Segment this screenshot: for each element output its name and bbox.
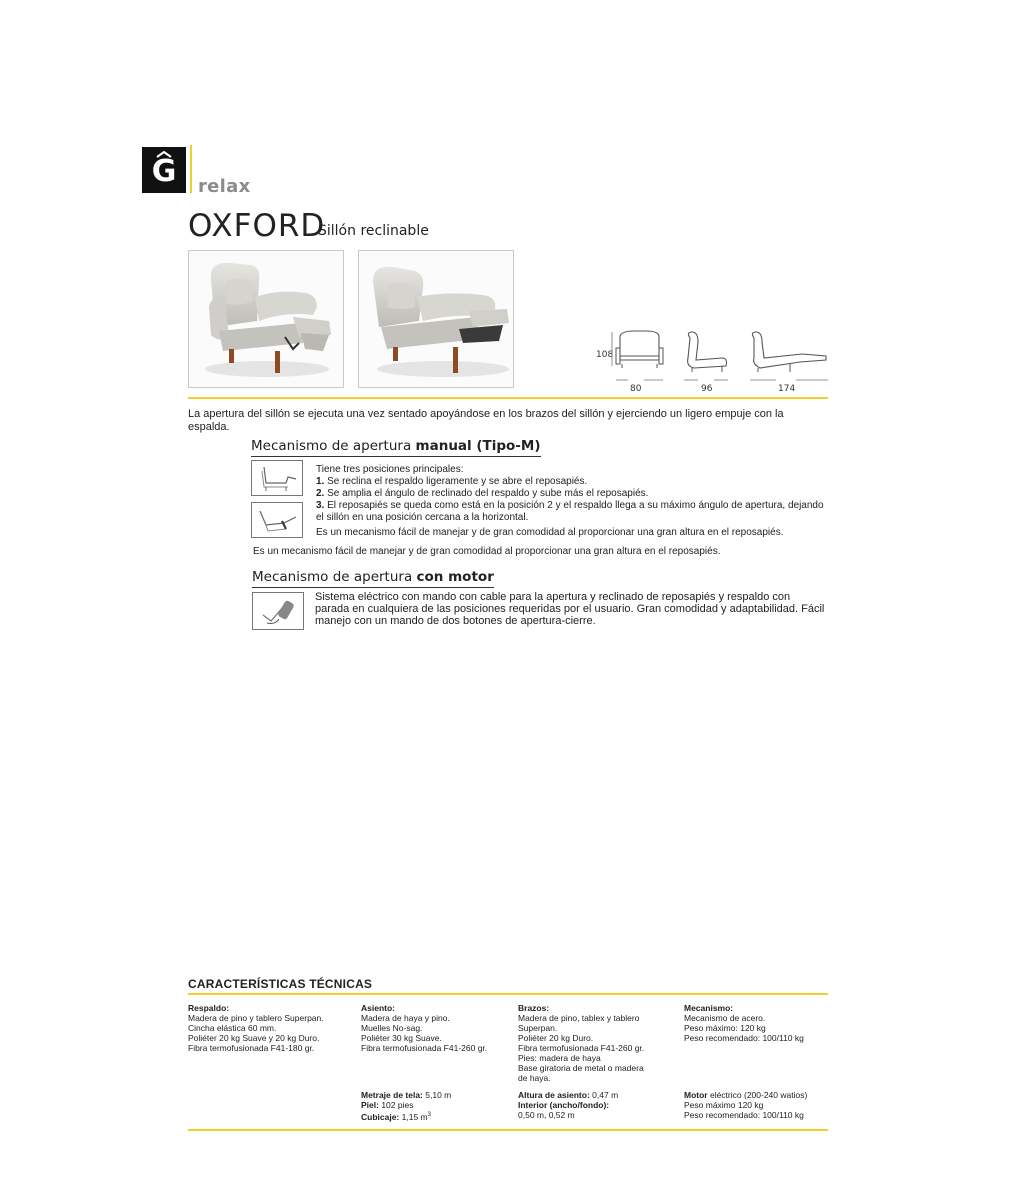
dimension-width-front: 80 <box>630 384 642 394</box>
recline-position-icon <box>251 460 303 496</box>
manual-note-repeat: Es un mecanismo fácil de manejar y de gran comodidad al proporcionar una gran altura en el reposapiés. <box>253 546 721 557</box>
dimension-width-reclined: 174 <box>778 384 796 394</box>
manual-positions-list <box>316 464 828 539</box>
spec-motor: Motor eléctrico (200-240 watios) Peso máximo 120 kg Peso recomendado: 100/110 kg <box>684 1090 808 1120</box>
product-subtitle: Sillón reclinable <box>318 223 429 239</box>
spec-mecanismo: Mecanismo: Mecanismo de acero. Peso máximo: 120 kg Peso recomendado: 100/110 kg <box>684 1003 804 1043</box>
header-divider <box>188 397 828 399</box>
photo-armchair-reclined-side <box>358 250 514 388</box>
spec-materials-quantity: Metraje de tela: 5,10 m Piel: 102 pies Cubicaje: 1,15 $m^3$ <box>361 1090 452 1122</box>
dimension-width-side: 96 <box>701 384 713 394</box>
dimension-height-label: 108 <box>596 350 614 360</box>
manual-note: Es un mecanismo fácil de manejar y de gran comodidad al proporcionar una gran altura en el reposapiés. <box>316 527 784 538</box>
positions-intro: Tiene tres posiciones principales: <box>316 464 464 475</box>
specs-bottom-divider <box>188 1129 828 1131</box>
spec-respaldo: Respaldo: Madera de pino y tablero Superpan. Cincha elástica 60 mm. Poliéter 20 kg Suave y 20 kg Duro. Fibra termofusionada F41-180 gr. <box>188 1003 324 1053</box>
photo-armchair-reclined-front <box>188 250 344 388</box>
category-name: relax <box>198 176 251 197</box>
position-item: 2. Se amplia el ángulo de reclinado del respaldo y sube más el reposapiés. <box>316 488 649 499</box>
specs-title: CARACTERÍSTICAS TÉCNICAS <box>188 977 373 991</box>
remote-control-icon <box>252 592 304 630</box>
intro-text: La apertura del sillón se ejecuta una vez sentado apoyándose en los brazos del sillón y ejerciendo un ligero empuje con la espalda. <box>188 408 784 433</box>
motor-description: Sistema eléctrico con mando con cable para la apertura y reclinado de reposapiés y respaldo con parada en cualquiera de las posiciones requeridas por el usuario. Gran comodidad y adaptabilidad. Fácil manejo con un mando de dos botones de apertura-cierre. <box>315 591 825 627</box>
logo-letter: G <box>151 154 177 189</box>
brand-divider <box>190 145 192 193</box>
spec-seat-dimensions: Altura de asiento: 0,47 m Interior (ancho/fondo): 0,50 m, 0,52 m <box>518 1090 619 1120</box>
spec-brazos: Brazos: Madera de pino, tablex y tablero Superpan. Poliéter 20 kg Duro. Fibra termofusionada F41-260 gr. Pies: madera de haya Base giratoria de metal o madera de haya. <box>518 1003 645 1083</box>
brand-logo <box>142 147 186 193</box>
position-item: 1. Se reclina el respaldo ligeramente y se abre el reposapiés. <box>316 476 588 487</box>
lever-mechanism-icon <box>251 502 303 538</box>
specs-top-divider <box>188 993 828 995</box>
motor-mechanism-heading: Mecanismo de apertura con motor <box>252 569 494 588</box>
manual-mechanism-heading: Mecanismo de apertura manual (Tipo-M) <box>251 438 541 457</box>
dimension-diagrams <box>604 330 834 386</box>
spec-asiento: Asiento: Madera de haya y pino. Muelles No-sag. Poliéter 30 kg Suave. Fibra termofusionada F41-260 gr. <box>361 1003 488 1053</box>
product-title: OXFORD <box>188 208 326 244</box>
position-item: 3. El reposapiés se queda como está en la posición 2 y el respaldo llega a su máximo ángulo de apertura, dejando el sillón en una posición cercana a la horizontal. <box>316 500 824 523</box>
